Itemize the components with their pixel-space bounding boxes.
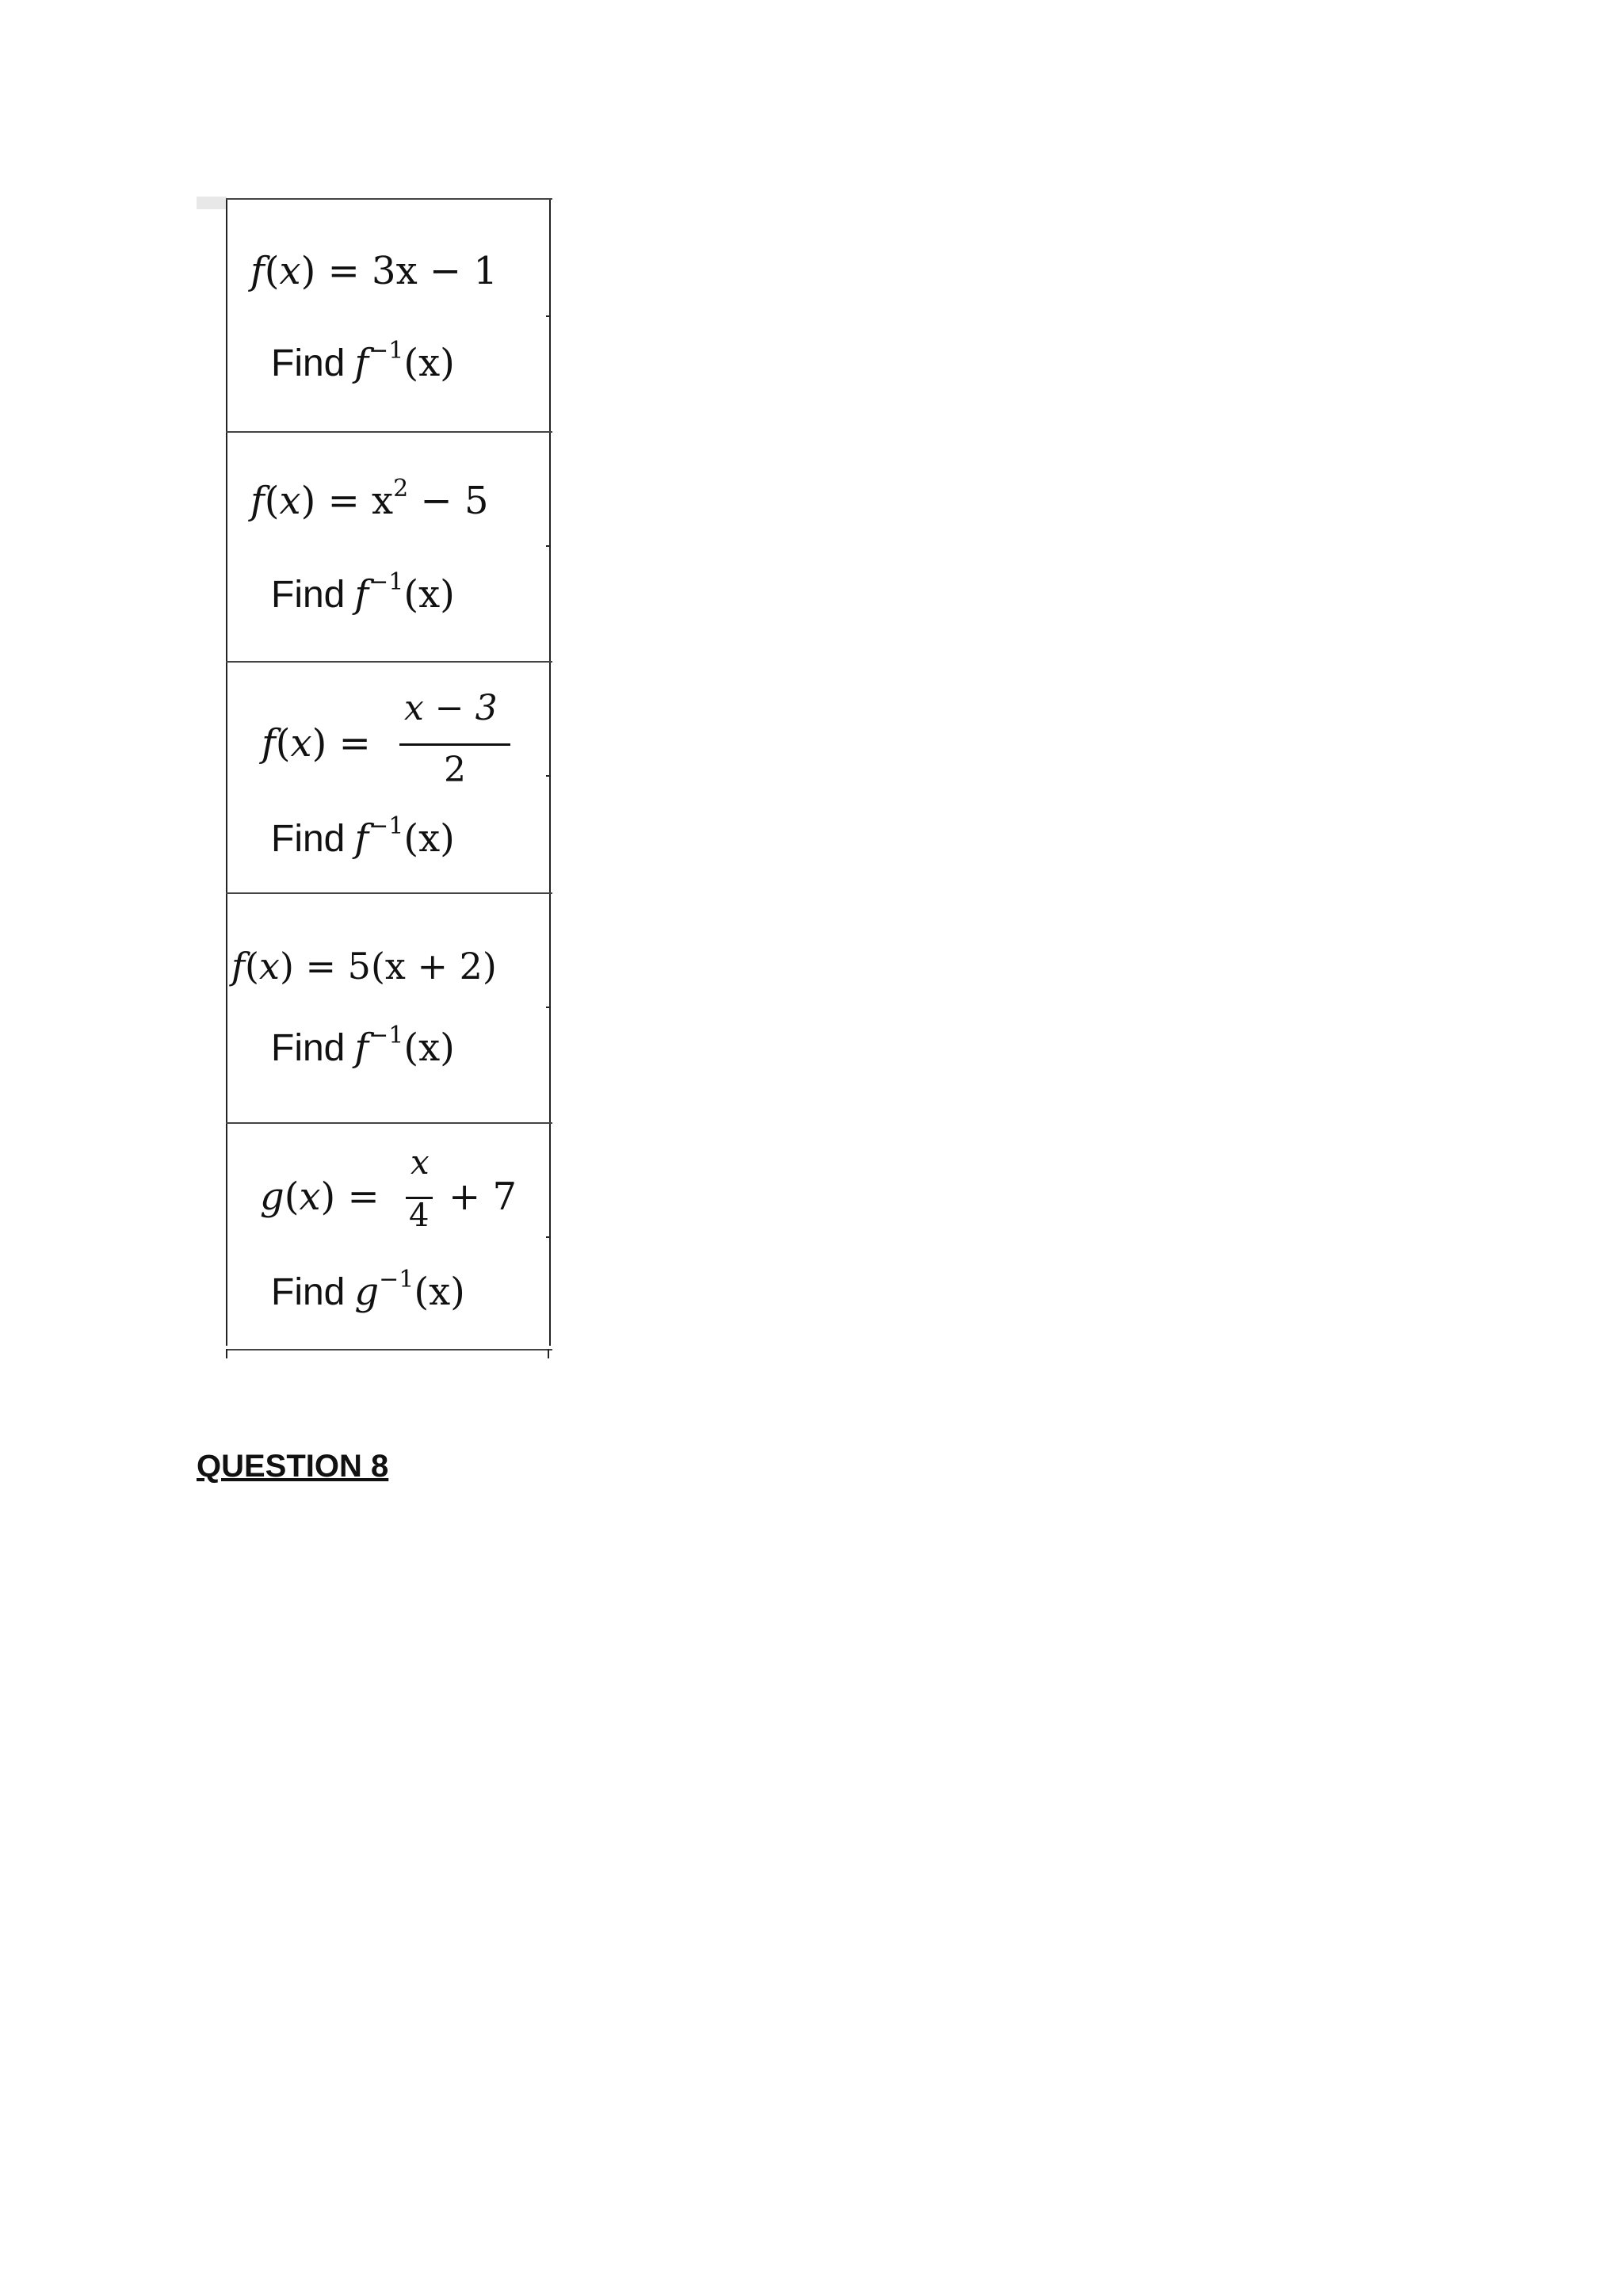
table-row-divider bbox=[226, 661, 552, 663]
row-3-function: f(x) = bbox=[262, 721, 371, 766]
border-tick bbox=[546, 545, 551, 547]
row-4-function: f(x) = 5(x + 2) bbox=[231, 945, 497, 988]
row-5-function: g(x) = bbox=[260, 1175, 380, 1219]
function-variable: x bbox=[299, 1175, 321, 1219]
fraction-numerator: x − 3 bbox=[404, 688, 498, 728]
prompt-text: Find bbox=[271, 574, 346, 616]
fraction-denominator: 4 bbox=[409, 1198, 430, 1234]
fraction-numerator: x bbox=[411, 1143, 430, 1182]
prompt-function-name: f bbox=[354, 341, 369, 385]
prompt-function-name: g bbox=[354, 1270, 380, 1314]
function-variable: x bbox=[258, 945, 280, 988]
inverse-exponent: −1 bbox=[369, 568, 404, 596]
inverse-exponent: −1 bbox=[369, 337, 404, 365]
function-name: g bbox=[260, 1175, 285, 1219]
function-variable: x bbox=[290, 721, 312, 766]
function-rhs: = 3x − 1 bbox=[327, 249, 498, 293]
function-rhs: = 5(x + 2) bbox=[305, 945, 497, 988]
equals-sign: = bbox=[338, 721, 371, 766]
row-2-function: $f(x) = x^2 - 5$ bbox=[250, 475, 489, 523]
prompt-function-name: f bbox=[354, 1026, 369, 1070]
prompt-text: Find bbox=[271, 818, 346, 860]
prompt-argument: (x) bbox=[403, 1026, 455, 1070]
inverse-exponent: −1 bbox=[369, 1022, 404, 1049]
prompt-argument: (x) bbox=[403, 816, 455, 861]
row-3-prompt bbox=[271, 812, 455, 861]
border-stub bbox=[226, 1349, 227, 1358]
row-2-prompt bbox=[271, 568, 455, 617]
row-5-prompt bbox=[271, 1266, 465, 1314]
row-1-prompt bbox=[271, 337, 455, 385]
prompt-argument: (x) bbox=[403, 341, 455, 385]
row-1-function: f(x) = 3x − 1 bbox=[250, 249, 498, 293]
function-variable: x bbox=[279, 479, 301, 523]
prompt-text: Find bbox=[271, 1271, 346, 1313]
prompt-argument: (x) bbox=[414, 1270, 465, 1314]
inverse-exponent: −1 bbox=[379, 1266, 414, 1293]
function-rhs-tail: − 5 bbox=[408, 479, 489, 523]
function-rhs-tail: + 7 bbox=[449, 1175, 517, 1219]
border-tick bbox=[546, 1007, 551, 1008]
border-stub bbox=[548, 1349, 549, 1358]
question-heading: QUESTION 8 bbox=[197, 1449, 389, 1484]
power-exponent: 2 bbox=[393, 475, 409, 502]
prompt-text: Find bbox=[271, 342, 346, 384]
border-tick bbox=[546, 315, 551, 317]
prompt-function-name: f bbox=[354, 572, 369, 617]
function-rhs: = x bbox=[327, 479, 394, 523]
prompt-function-name: f bbox=[354, 816, 369, 861]
table-border-bottom bbox=[226, 1349, 552, 1350]
table-row-divider bbox=[226, 1122, 552, 1124]
table-corner-shade bbox=[197, 197, 227, 209]
function-name: f bbox=[262, 721, 276, 766]
function-name: f bbox=[231, 945, 246, 988]
function-name: f bbox=[250, 479, 265, 523]
table-row-divider bbox=[226, 892, 552, 894]
border-tick bbox=[546, 1236, 551, 1238]
prompt-text: Find bbox=[271, 1027, 346, 1069]
equals-sign: = bbox=[347, 1175, 380, 1219]
fraction-denominator: 2 bbox=[444, 750, 466, 790]
prompt-argument: (x) bbox=[403, 572, 455, 617]
border-tick bbox=[546, 775, 551, 777]
table-row-divider bbox=[226, 431, 552, 433]
function-name: f bbox=[250, 249, 265, 293]
inverse-exponent: −1 bbox=[369, 812, 404, 840]
table-border-top bbox=[226, 198, 552, 200]
function-variable: x bbox=[279, 249, 301, 293]
row-4-prompt bbox=[271, 1022, 455, 1070]
fraction-bar bbox=[399, 743, 510, 746]
